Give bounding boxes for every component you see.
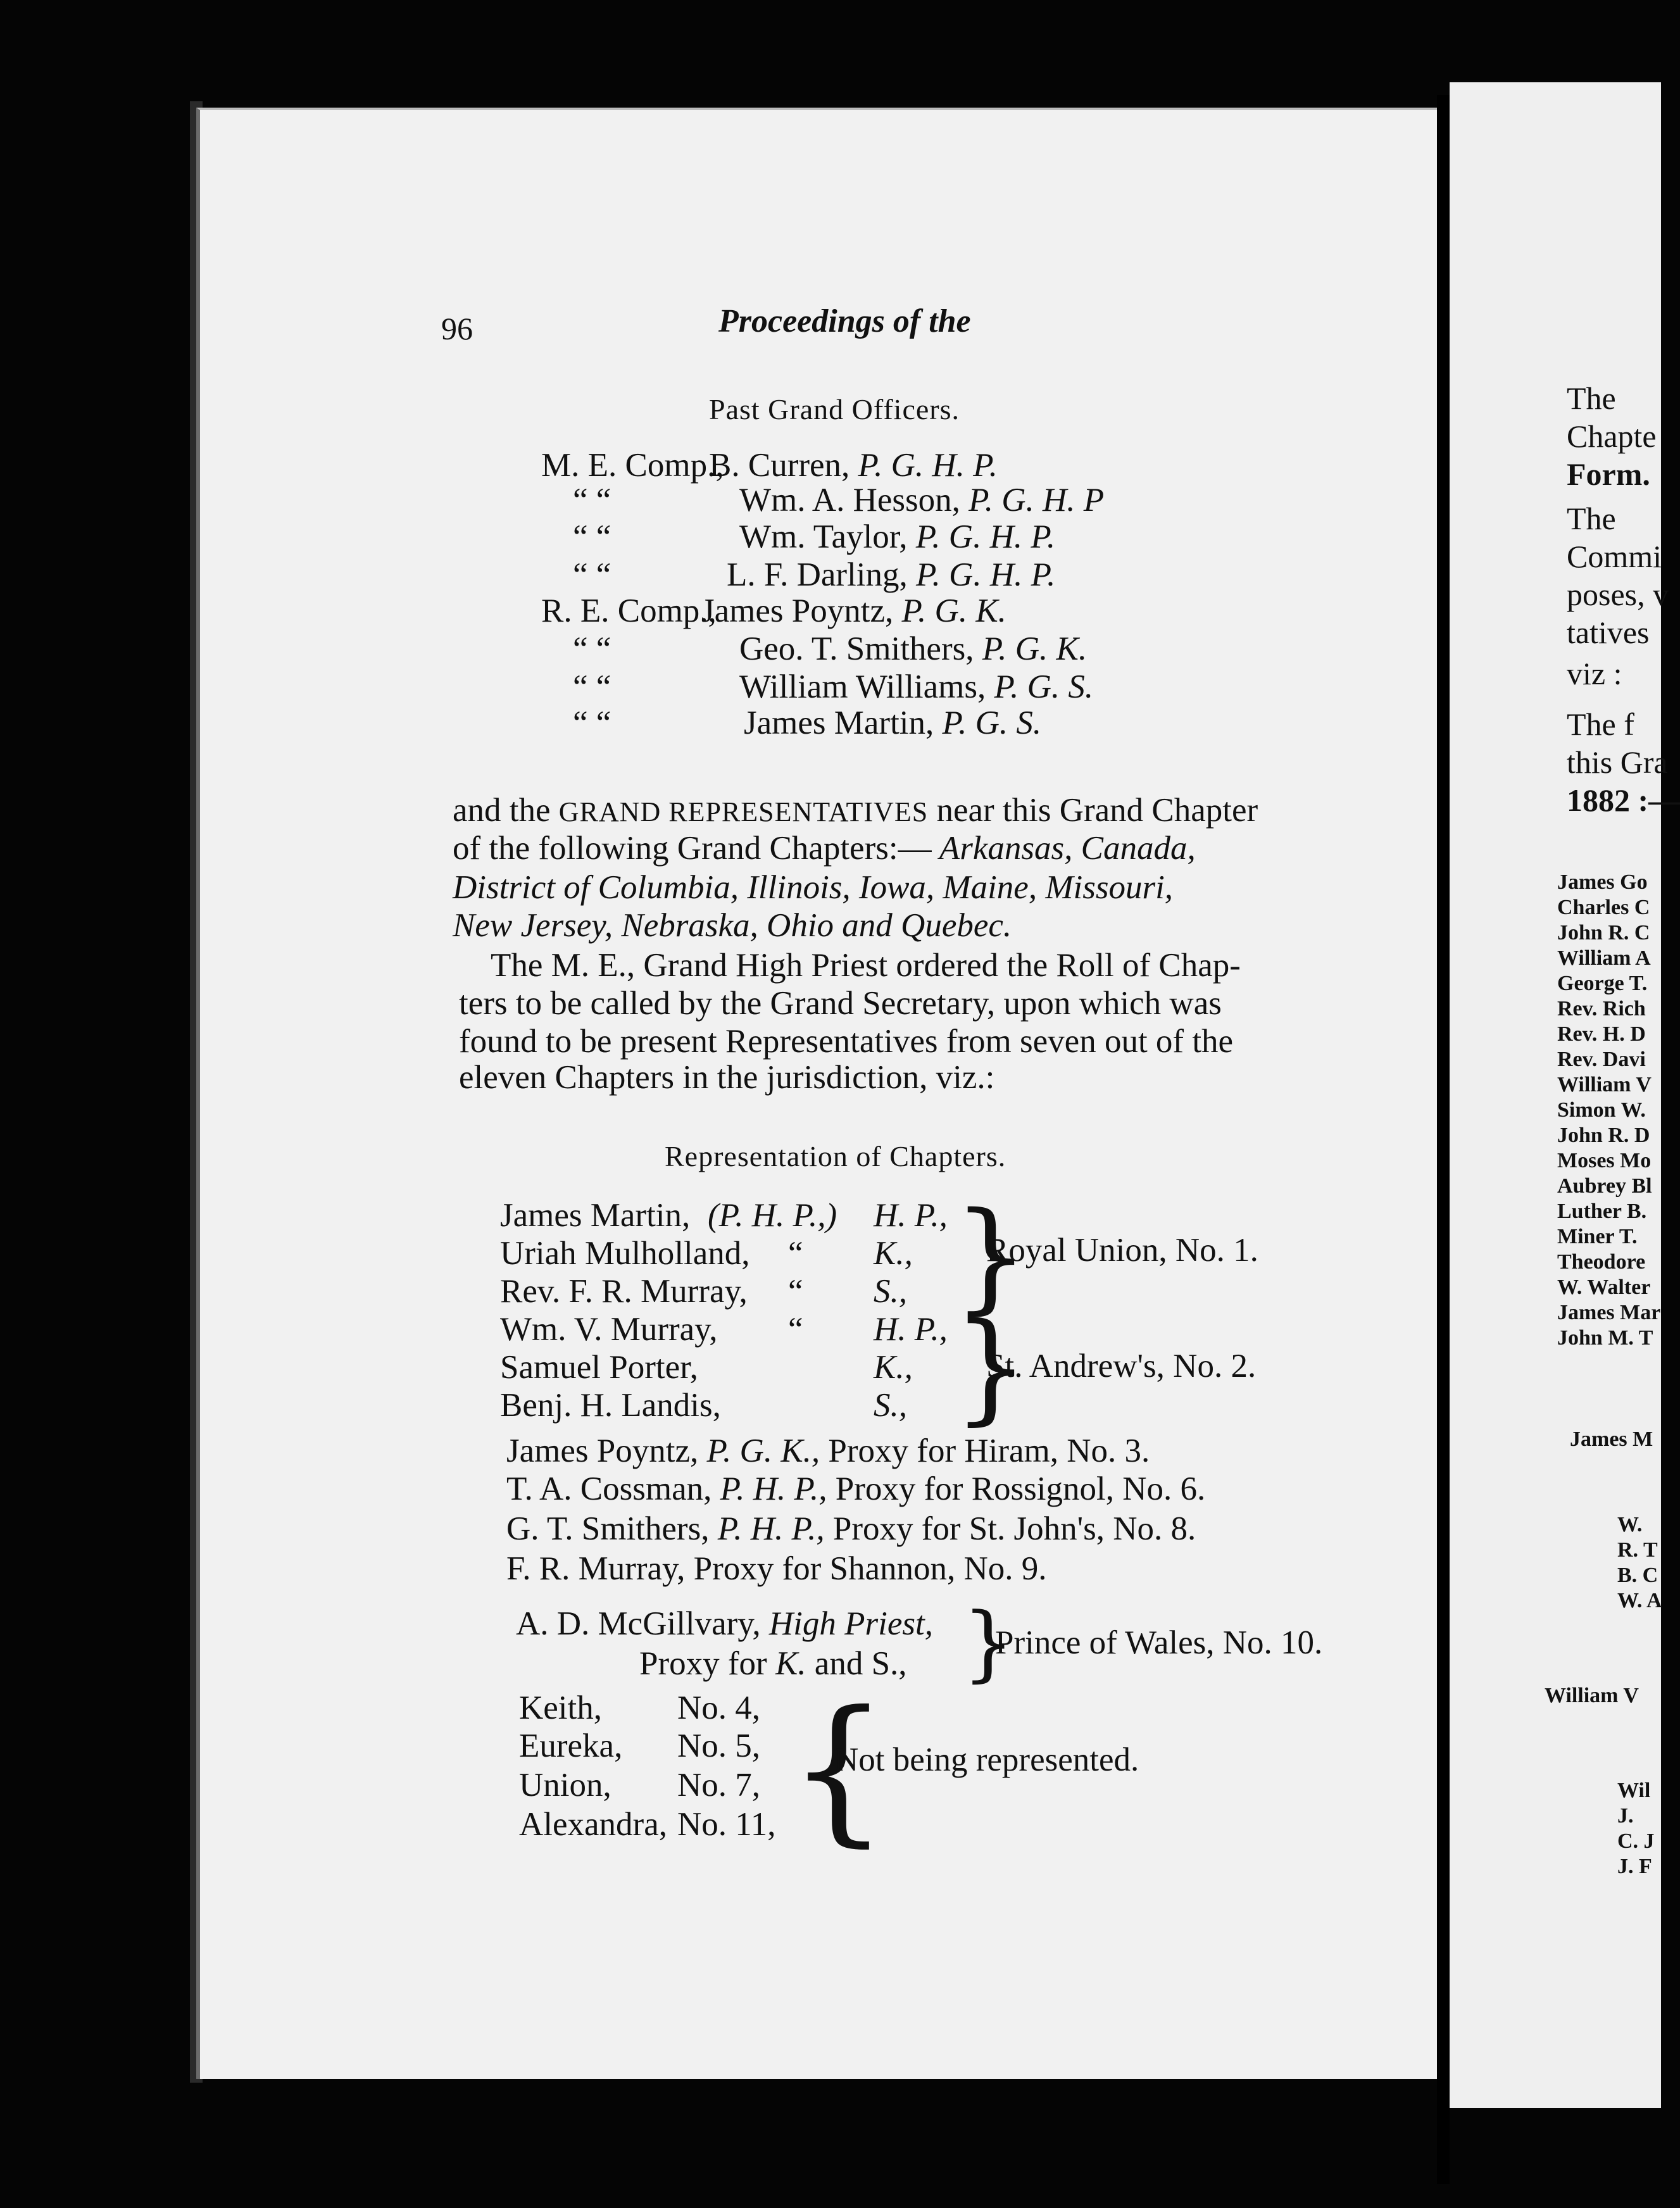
facing-page-name: W. Walter: [1557, 1276, 1651, 1299]
mcgillvary-name: A. D. McGillvary,: [516, 1605, 761, 1642]
member-name: Benj. H. Landis,: [500, 1387, 721, 1424]
chapter-royal-union: Royal Union, No. 1.: [986, 1232, 1258, 1269]
facing-page-name: James Go: [1557, 870, 1648, 894]
officer-name: [744, 704, 1041, 742]
facing-page-line: poses, v: [1567, 577, 1669, 612]
facing-page-name: John R. D: [1557, 1124, 1650, 1147]
member-name: Uriah Mulholland,: [500, 1235, 750, 1272]
officer-name-text: B. Curren,: [709, 447, 858, 484]
facing-page-name: Rev. Rich: [1557, 997, 1646, 1020]
member-note: “: [788, 1273, 803, 1310]
facing-page-name: George T.: [1557, 972, 1648, 995]
facing-page-name: William A: [1557, 946, 1651, 970]
facing-page-item: J.: [1617, 1804, 1634, 1828]
facing-page-name: Luther B.: [1557, 1200, 1647, 1223]
brace-not-represented: {: [788, 1677, 889, 1861]
facing-page-item: Wil: [1617, 1779, 1651, 1802]
mcgillvary-line-1: [516, 1605, 933, 1643]
facing-page-line: The: [1567, 501, 1616, 536]
facing-page-line: The: [1567, 380, 1616, 416]
proxy-name: F. R. Murray,: [506, 1550, 694, 1587]
officer-name: [739, 630, 1087, 668]
chapter-number: No. 7,: [677, 1767, 761, 1803]
member-office: S.,: [874, 1273, 907, 1310]
facing-page-name: James Mar: [1557, 1301, 1661, 1324]
officer-name: [739, 518, 1055, 556]
member-note: “: [788, 1235, 803, 1272]
member-note: (P. H. P.,): [708, 1197, 837, 1234]
facing-page-name: John M. T: [1557, 1326, 1653, 1350]
chapter-st-andrews: St. Andrew's, No. 2.: [986, 1348, 1257, 1384]
facing-page-item: W.: [1617, 1513, 1643, 1536]
facing-page-line: this Gra: [1567, 744, 1668, 780]
paragraph-line: [453, 869, 1173, 906]
officer-title: “ “: [573, 705, 611, 741]
officer-name-text: William Williams,: [739, 668, 994, 705]
proxy-name: T. A. Cossman,: [506, 1471, 720, 1507]
facing-page-name: Charles C: [1557, 896, 1650, 919]
officer-rank: P. G. H. P.: [915, 518, 1056, 555]
officer-rank: P. G. H. P.: [858, 447, 998, 484]
paragraph-line: eleven Chapters in the jurisdiction, viz.:: [459, 1059, 995, 1096]
facing-page-name: William V: [1557, 1073, 1652, 1096]
chapter-name: Eureka,: [519, 1728, 623, 1764]
officer-rank: P. G. K.: [901, 593, 1006, 629]
proxy-rank: P. H. P.,: [720, 1471, 836, 1507]
officer-name-text: L. F. Darling,: [727, 556, 917, 593]
officer-name-text: Wm. A. Hesson,: [739, 482, 969, 518]
member-name: Samuel Porter,: [500, 1349, 698, 1386]
proxy-rank: P. G. K.,: [706, 1433, 829, 1469]
text-run: and the: [453, 792, 559, 829]
representation-heading: Representation of Chapters.: [665, 1140, 1006, 1172]
chapter-prince-of-wales: Prince of Wales, No. 10.: [995, 1624, 1323, 1661]
chapter-name: Union,: [519, 1767, 611, 1803]
page-number: 96: [441, 311, 473, 346]
facing-page-name: Rev. Davi: [1557, 1048, 1646, 1071]
mcgillvary-and-s: and S.,: [814, 1645, 907, 1682]
paragraph-line: The M. E., Grand High Priest ordered the Roll of Chap-: [491, 947, 1241, 984]
proxy-rank: P. H. P.,: [717, 1510, 833, 1547]
proxy-text: Proxy for Shannon, No. 9.: [693, 1550, 1047, 1587]
member-office: S.,: [874, 1387, 907, 1424]
mcgillvary-proxy-for: Proxy for: [639, 1645, 767, 1682]
officer-name: [727, 556, 1055, 594]
proxy-line: [506, 1510, 1196, 1548]
facing-page-name: Theodore: [1557, 1250, 1646, 1274]
member-name: Wm. V. Murray,: [500, 1311, 718, 1348]
facing-page-line: Form.: [1567, 456, 1650, 492]
paragraph-line: ters to be called by the Grand Secretary, upon which was: [459, 985, 1222, 1022]
paragraph-line: [453, 829, 1196, 867]
officer-rank: P. G. S.: [994, 668, 1094, 705]
officer-name-text: Wm. Taylor,: [739, 518, 916, 555]
facing-page-item: B. C: [1617, 1564, 1658, 1587]
italic-run: District of Columbia, Illinois, Iowa, Maine, Missouri,: [453, 869, 1174, 906]
officer-rank: P. G. H. P.: [916, 556, 1056, 593]
chapter-number: No. 5,: [677, 1728, 761, 1764]
chapter-number: No. 4,: [677, 1690, 761, 1726]
brace-prince-of-wales: }: [962, 1595, 1015, 1691]
chapter-name: Keith,: [519, 1690, 602, 1726]
officer-title: “ “: [573, 668, 611, 705]
facing-page-line: Chapte: [1567, 418, 1657, 454]
brace-st-andrews: }: [953, 1297, 1029, 1437]
officer-name-text: James Poyntz,: [701, 593, 902, 629]
officer-title: M. E. Comp.,: [541, 447, 724, 484]
facing-page-line: Commi: [1567, 539, 1662, 574]
facing-page-name: Miner T.: [1557, 1225, 1638, 1248]
officer-name: [739, 481, 1104, 519]
facing-page-item: C. J: [1617, 1829, 1655, 1853]
text-run: near this Grand Chapter: [928, 792, 1258, 829]
running-head: Proceedings of the: [718, 303, 971, 339]
member-office: H. P.,: [874, 1311, 948, 1348]
italic-run: Arkansas, Canada,: [931, 830, 1196, 867]
chapter-name: Alexandra,: [519, 1806, 667, 1843]
member-note: “: [788, 1311, 803, 1348]
officer-name-text: Geo. T. Smithers,: [739, 630, 982, 667]
officer-name: [709, 446, 998, 484]
facing-page-line: viz :: [1567, 656, 1622, 691]
proxy-text: Proxy for Hiram, No. 3.: [828, 1433, 1150, 1469]
officer-title: “ “: [573, 630, 611, 667]
mcgillvary-office: High Priest,: [768, 1605, 933, 1642]
chapter-number: No. 11,: [677, 1806, 776, 1843]
small-caps-run: GRAND REPRESENTATIVES: [558, 796, 929, 827]
proxy-name: James Poyntz,: [506, 1433, 707, 1469]
officer-title: “ “: [573, 482, 611, 518]
past-grand-officers-heading: Past Grand Officers.: [709, 393, 960, 425]
facing-page-line: 1882 :—: [1567, 782, 1680, 818]
facing-page-name: Moses Mo: [1557, 1149, 1652, 1172]
paragraph-line: [453, 906, 1012, 944]
paragraph-line: found to be present Representatives from seven out of the: [459, 1023, 1234, 1060]
officer-title: “ “: [573, 556, 611, 593]
book-gutter: [1437, 95, 1450, 2184]
facing-page-item: W. A: [1617, 1589, 1662, 1612]
officer-name: [739, 668, 1093, 706]
facing-page-heading-2: William V: [1545, 1684, 1639, 1707]
facing-page-line: tatives: [1567, 615, 1650, 650]
proxy-name: G. T. Smithers,: [506, 1510, 718, 1547]
member-name: James Martin,: [500, 1197, 691, 1234]
proxy-line: [506, 1550, 1047, 1588]
proxy-text: Proxy for St. John's, No. 8.: [832, 1510, 1196, 1547]
facing-page-name: Aubrey Bl: [1557, 1174, 1652, 1198]
officer-rank: P. G. S.: [942, 705, 1042, 741]
facing-page-name: Simon W.: [1557, 1098, 1646, 1122]
italic-run: New Jersey, Nebraska, Ohio and Quebec.: [453, 907, 1012, 944]
mcgillvary-k: K.: [775, 1645, 806, 1682]
facing-page-heading-1: James M: [1570, 1427, 1653, 1451]
facing-page-item: J. F: [1617, 1855, 1652, 1878]
officer-title: R. E. Comp.,: [541, 593, 717, 629]
facing-page-name: John R. C: [1557, 921, 1650, 944]
officer-rank: P. G. K.: [982, 630, 1088, 667]
officer-name: [701, 592, 1006, 630]
facing-page: [1450, 82, 1680, 2108]
member-office: K.,: [874, 1235, 913, 1272]
not-represented-label: Not being represented.: [834, 1741, 1139, 1778]
proxy-line: [506, 1470, 1205, 1508]
facing-page-item: R. T: [1617, 1538, 1658, 1562]
brace-royal-union: }: [953, 1186, 1029, 1326]
facing-page-line: The f: [1567, 706, 1634, 742]
proxy-line: [506, 1432, 1150, 1470]
paragraph-line: [453, 791, 1258, 829]
officer-title: “ “: [573, 518, 611, 555]
facing-page-name: Rev. H. D: [1557, 1022, 1646, 1046]
officer-name-text: James Martin,: [744, 705, 943, 741]
member-name: Rev. F. R. Murray,: [500, 1273, 748, 1310]
text-run: of the following Grand Chapters:—: [453, 830, 932, 867]
officer-rank: P. G. H. P: [969, 482, 1105, 518]
proxy-text: Proxy for Rossignol, No. 6.: [835, 1471, 1206, 1507]
member-office: H. P.,: [874, 1197, 948, 1234]
member-office: K.,: [874, 1349, 913, 1386]
